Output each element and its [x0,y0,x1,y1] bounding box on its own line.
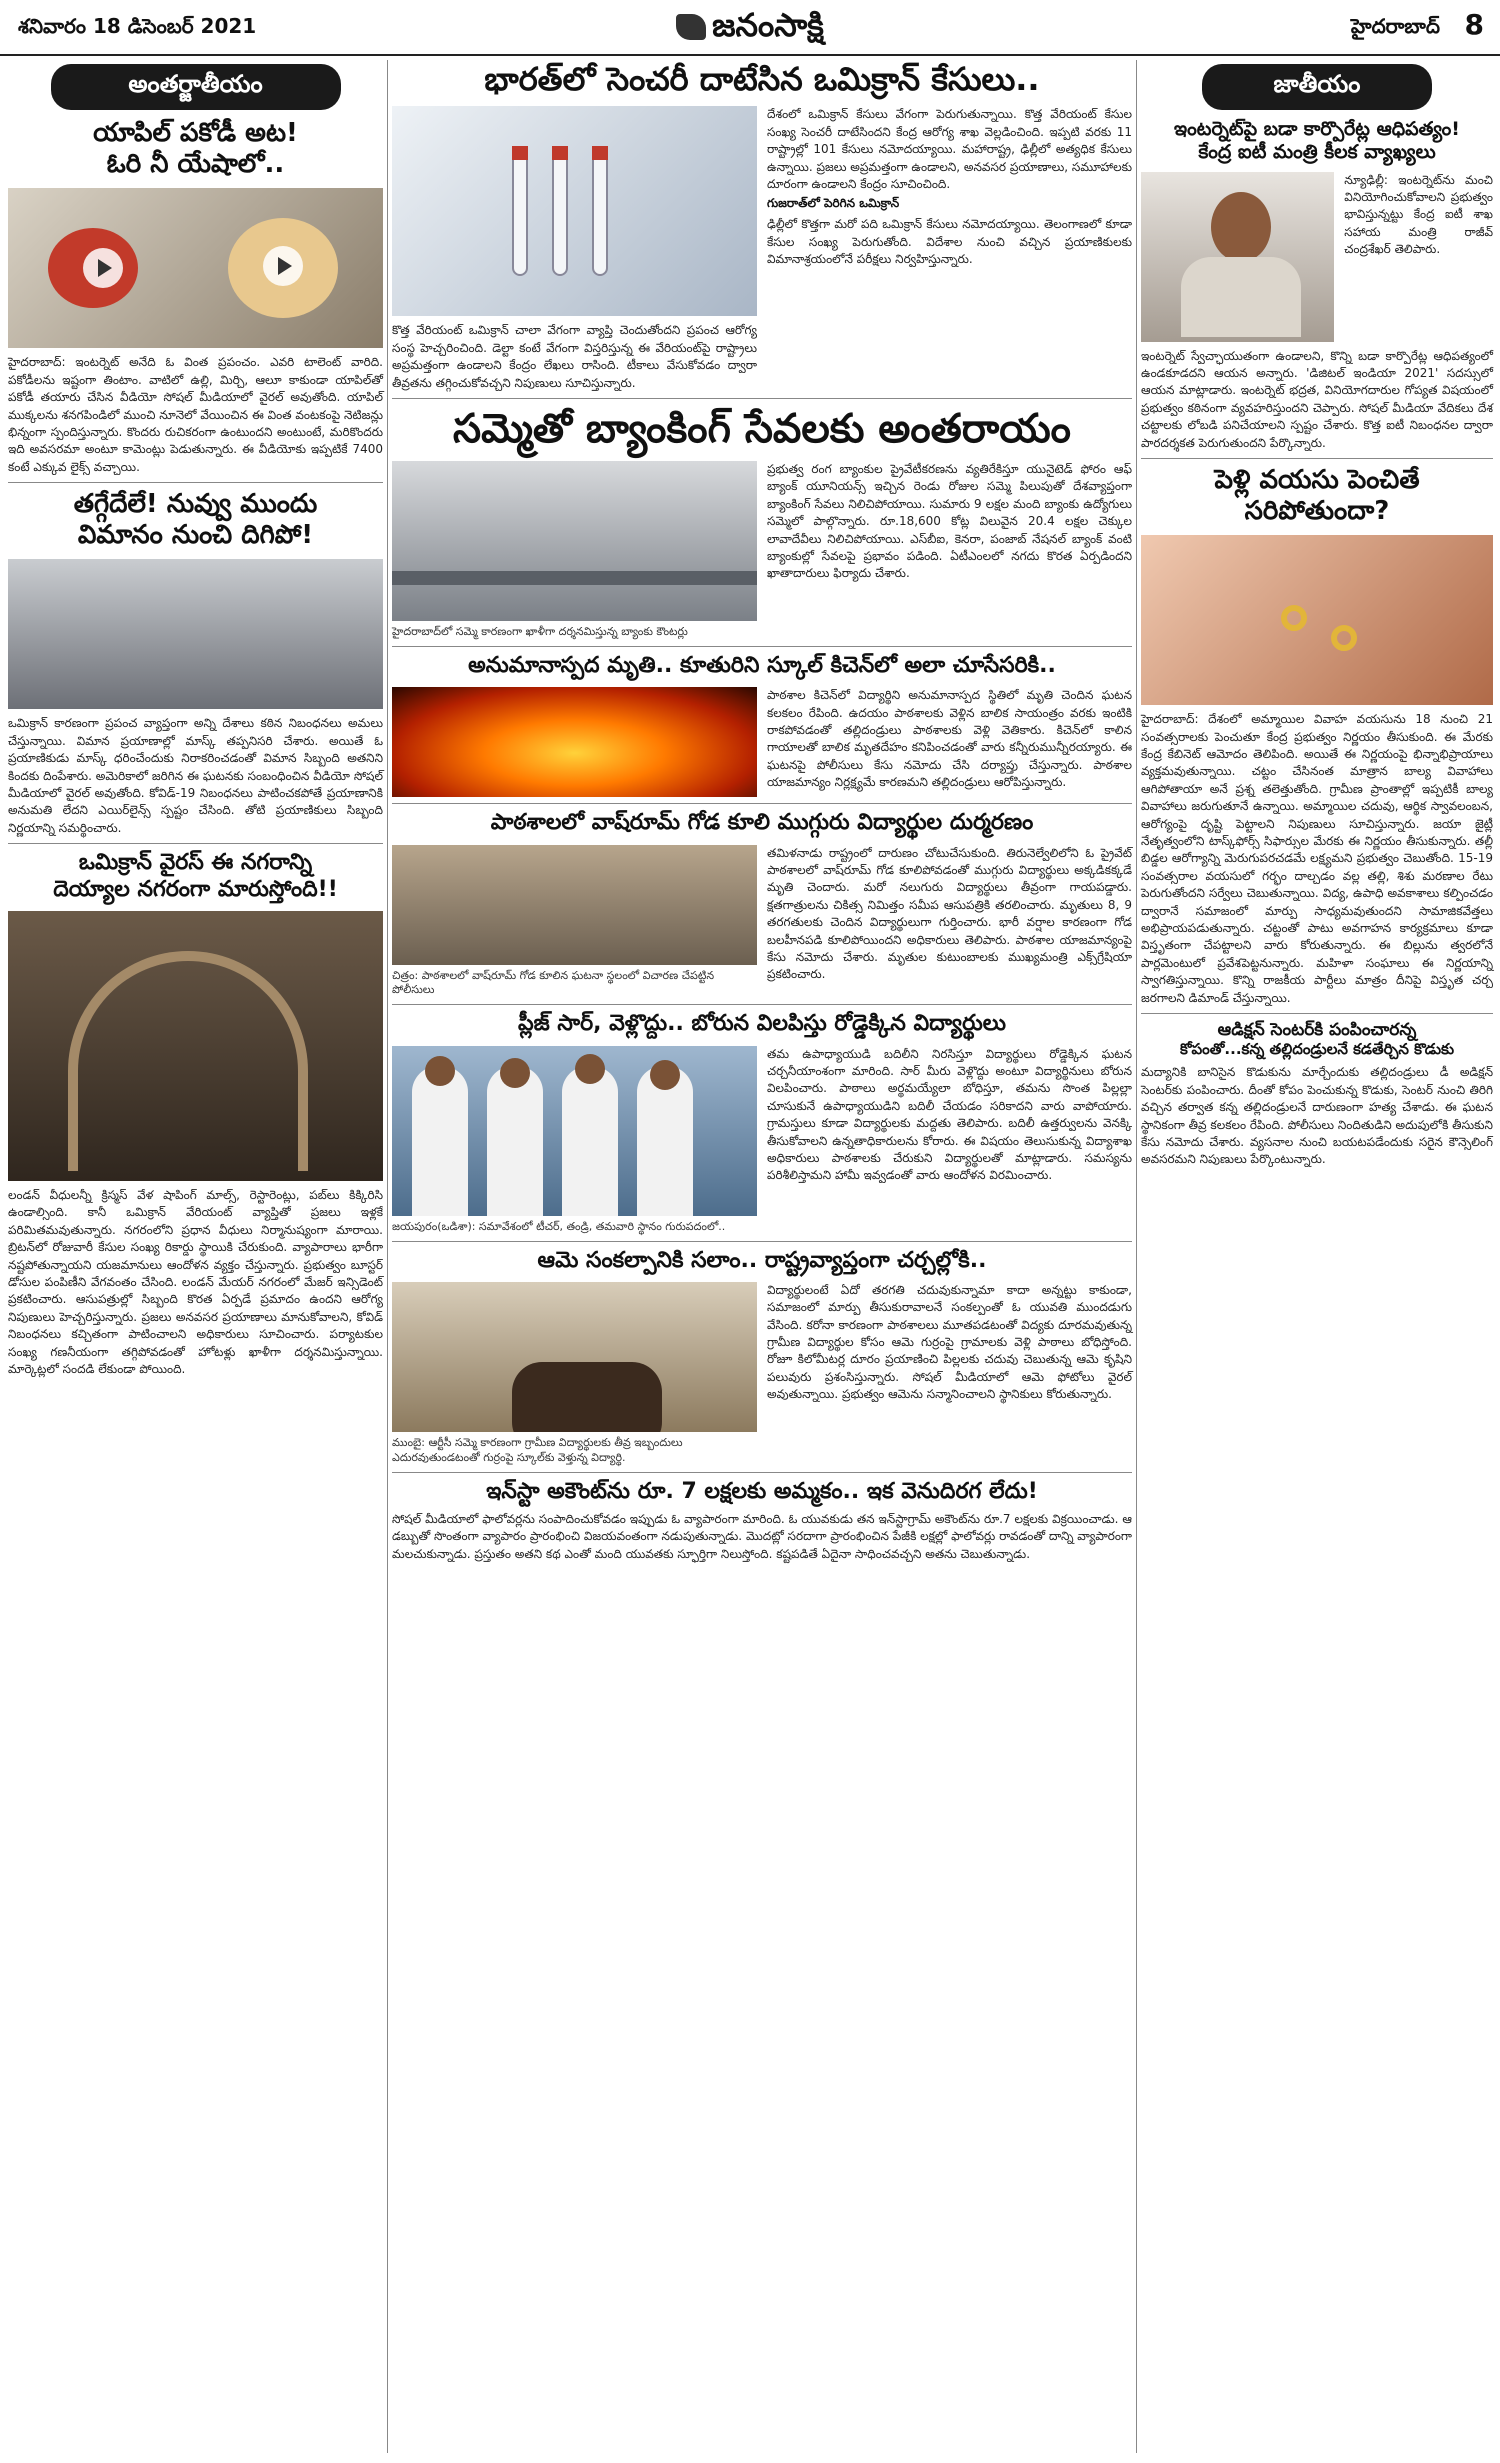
internet-headline-2: కేంద్ర ఐటీ మంత్రి కీలక వ్యాఖ్యలు [1198,140,1436,163]
son-crime-article [1141,1020,1493,1169]
national-column [1141,60,1493,2463]
omicron-subhead: గుజరాత్‌లో పెరిగిన ఒమిక్రాన్ [767,196,900,211]
marriage-body: హైదరాబాద్: దేశంలో అమ్మాయిల వివాహ వయసును 18 నుంచి 21 సంవత్సరాలకు పెంచుతూ కేంద్ర ప్రభుత్వం నిర్ణయం తీసుకుంది. ఈ మేరకు కేంద్ర కేబినెట్ ఆమోదం తెలిపింది. అయితే ఈ నిర్ణయంపై భిన్నాభిప్రాయాలు వ్యక్తమవుతున్నాయి. చట్టం చేసినంత మాత్రాన బాల్య వివాహాలు ఆగిపోతాయా అనే ప్రశ్న తలెత్తుతోంది. గ్రామీణ ప్రాంతాల్లో ఇప్పటికీ బాల్య వివాహాలు జరుగుతూనే ఉన్నాయి. అమ్మాయిల చదువు, ఆర్థిక స్వావలంబన, ఆరోగ్యంపై దృష్టి పెట్టాలని నిపుణులు సూచిస్తున్నారు. జయా జైట్లీ నేతృత్వంలోని టాస్క్‌ఫోర్స్ సిఫార్సుల మేరకు ఈ నిర్ణయం తీసుకున్నారు. తల్లీ బిడ్డల ఆరోగ్యాన్ని మెరుగుపరచడమే లక్ష్యమని ప్రభుత్వం చెబుతోంది. 15-19 సంవత్సరాల వయసులో గర్భం దాల్చడం వల్ల తల్లి, శిశు మరణాల రేటు పెరుగుతోందని సర్వేలు చెబుతున్నాయి. విద్య, ఉపాధి అవకాశాలు కల్పించడం ద్వారానే సమాజంలో మార్పు సాధ్యమవుతుందని సామాజికవేత్తలు అభిప్రాయపడుతున్నారు. చట్టంతో పాటు అవగాహన కార్యక్రమాలు కూడా విస్తృతంగా చేపట్టాలని వారు కోరుతున్నారు. ఈ బిల్లును త్వరలోనే పార్లమెంటులో ప్రవేశపెట్టనున్నారు. మహిళా సంఘాలు ఈ నిర్ణయాన్ని స్వాగతిస్తున్నాయి. కొన్ని రాజకీయ పార్టీలు మాత్రం దీనిపై విస్తృత చర్చ జరగాలని డిమాండ్ చేస్తున్నాయి. [1141,712,1493,1005]
fire-body: పాఠశాల కిచెన్‌లో విద్యార్థిని అనుమానాస్పద స్థితిలో మృతి చెందిన ఘటన కలకలం రేపింది. ఉదయం పాఠశాలకు వెళ్లిన బాలిక సాయంత్రం వరకు ఇంటికి రాకపోవడంతో తల్లిదండ్రులు పాఠశాలకు వెళ్లి వెతికారు. కిచెన్‌లో కాలిన గాయాలతో బాలిక మృతదేహం కనిపించడంతో వారు కన్నీరుమున్నీరయ్యారు. ఈ ఘటనపై పోలీసులు కేసు నమోదు చేసి దర్యాప్తు చేస్తున్నారు. పాఠశాల యాజమాన్యం నిర్లక్ష్యమే కారణమని తల్లిదండ్రులు ఆరోపిస్తున్నారు. [767,688,1132,790]
bank-headline: సమ్మెతో బ్యాంకింగ్ సేవలకు అంతరాయం [453,405,1071,452]
horse-teacher-article [392,1248,1132,1466]
main-news-column [392,60,1132,2463]
internet-headline-1: ఇంటర్నెట్‌పై బడా కార్పొరేట్ల ఆధిపత్యం! [1174,118,1460,140]
son-headline-2: కోపంతో...కన్న తల్లిదండ్రులనే కడతేర్చిన కొడుకు [1179,1040,1455,1059]
wall-collapse-article [392,810,1132,998]
bank-counter-photo [392,461,757,621]
wall-caption: చిత్రం: పాఠశాలలో వాష్‌రూమ్ గోడ కూలిన ఘటనా స్థలంలో విచారణ చేపట్టిన పోలీసులు [392,968,715,997]
fire-headline: అనుమానాస్పద మృతి.. కూతురిని స్కూల్ కిచెన్‌లో అలా చూసేసరికి.. [468,652,1056,678]
column-divider [1136,60,1137,2453]
wall-headline: పాఠశాలలో వాష్‌రూమ్ గోడ కూలి ముగ్గురు విద్యార్థుల దుర్మరణం [490,810,1034,836]
horse-rider-photo [392,1282,757,1432]
london-headline-1: ఒమిక్రాన్ వైరస్ ఈ నగరాన్ని [78,850,313,876]
issue-date: శనివారం 18 డిసెంబర్ 2021 [18,14,257,38]
internet-side-body: న్యూఢిల్లీ: ఇంటర్నెట్‌ను మంచి వినియోగించుకోవాలని ప్రభుత్వం భావిస్తున్నట్టు కేంద్ర ఐటీ శాఖ సహాయ మంత్రి రాజీవ్ చంద్రశేఖర్ తెలిపారు. [1344,172,1493,257]
omicron-headline: భారత్‌లో సెంచరీ దాటేసిన ఒమిక్రాన్ కేసులు.. [484,60,1040,98]
section-tag-national: జాతీయం [1202,64,1432,110]
apple-headline-2: ఓరి నీ యేషాలో.. [106,149,285,180]
omicron-sub-body: ఢిల్లీలో కొత్తగా మరో పది ఒమిక్రాన్ కేసులు నమోదయ్యాయి. తెలంగాణలో కూడా కేసుల సంఖ్య పెరుగుతోంది. విదేశాల నుంచి వచ్చిన ప్రయాణికులకు విమానాశ్రయంలోనే పరీక్షలు నిర్వహిస్తున్నారు. [767,217,1132,267]
bank-caption: హైదరాబాద్‌లో సమ్మె కారణంగా ఖాళీగా దర్శనమిస్తున్న బ్యాంకు కౌంటర్లు [392,624,688,638]
logo-icon [676,14,706,40]
london-body: లండన్ వీధులన్నీ క్రిస్మస్ వేళ షాపింగ్ మాల్స్, రెస్టారెంట్లు, పబ్‌లు కిక్కిరిసి ఉండాల్సింది. కానీ ఒమిక్రాన్ వేరియంట్ వ్యాప్తితో ప్రజలు ఇళ్లకే పరిమితమవుతున్నారు. నగరంలోని ప్రధాన వీధులు నిర్మానుష్యంగా మారాయి. బ్రిటన్‌లో రోజువారీ కేసుల సంఖ్య రికార్డు స్థాయికి చేరుకుంది. వ్యాపారాలు భారీగా నష్టపోతున్నాయని యజమానులు ఆందోళన వ్యక్తం చేస్తున్నారు. ప్రభుత్వం బూస్టర్ డోసుల పంపిణీని వేగవంతం చేసింది. లండన్ మేయర్ నగరంలో మేజర్ ఇన్సిడెంట్ ప్రకటించారు. ఆసుపత్రుల్లో సిబ్బంది కొరత ఏర్పడే ప్రమాదం ఉందని ఆరోగ్య నిపుణులు హెచ్చరిస్తున్నారు. ప్రజలు అనవసర ప్రయాణాలు మానుకోవాలని, కోవిడ్ నిబంధనలు కచ్చితంగా పాటించాలని అధికారులు సూచించారు. పర్యాటకుల సంఖ్య గణనీయంగా తగ్గిపోవడంతో హోటళ్లు ఖాళీగా దర్శనమిస్తున్నాయి. మార్కెట్లలో సందడి లేకుండా పోయింది. [8,1188,383,1376]
insta-headline: ఇన్‌స్టా అకౌంట్‌ను రూ. 7 లక్షలకు అమ్మకం.. ఇక వెనుదిరగ లేదు! [486,1478,1038,1504]
students-protest-article [392,1011,1132,1234]
girls-caption: జయపురం(ఒడిశా): సమావేశంలో టీచర్, తండ్రి, తమవారి స్థానం గురుపదంలో.. [392,1219,726,1233]
fire-photo [392,687,757,797]
insta-article [392,1479,1132,1564]
crying-students-photo [392,1046,757,1216]
girls-headline: ప్లీజ్ సార్, వెళ్లొద్దు.. బోరున విలపిస్తు రోడ్డెక్కిన విద్యార్థులు [518,1011,1006,1037]
school-fire-article [392,653,1132,797]
girls-body: తమ ఉపాధ్యాయుడి బదిలీని నిరసిస్తూ విద్యార్థులు రోడ్డెక్కిన ఘటన చర్చనీయాంశంగా మారింది. సార్ మీరు వెళ్లొద్దు అంటూ విద్యార్థినులు బోరున విలపించారు. పాఠాలు అర్థమయ్యేలా బోధిస్తూ, తమను సొంత పిల్లల్లా చూసుకునే ఉపాధ్యాయుడిని బదిలీ చేయడం సరికాదని వారు వాపోయారు. గ్రామస్తులు కూడా విద్యార్థులకు మద్దతు తెలిపారు. బదిలీ ఉత్తర్వులను వెనక్కి తీసుకోవాలని ఉన్నతాధికారులను కోరారు. ఈ విషయం తెలుసుకున్న విద్యాశాఖ అధికారులు పాఠశాలకు చేరుకుని విద్యార్థులతో మాట్లాడారు. సమస్యను పరిశీలిస్తామని హామీ ఇవ్వడంతో వారు ఆందోళన విరమించారు. [767,1046,1132,1183]
horse-body: విద్యార్థులంటే ఏదో తరగతి చదువుకున్నామా కాదా అన్నట్టు కాకుండా, సమాజంలో మార్పు తీసుకురావాలనే సంకల్పంతో ఓ యువతి ముందడుగు వేసింది. కరోనా కారణంగా పాఠశాలలు మూతపడటంతో విద్యకు దూరమవుతున్న గ్రామీణ విద్యార్థుల కోసం ఆమె గుర్రంపై గ్రామాలకు వెళ్లి పాఠాలు బోధిస్తోంది. రోజూ కిలోమీటర్ల దూరం ప్రయాణించి పిల్లలకు చదువు చెబుతున్న ఆమె కృషిని పలువురు ప్రశంసిస్తున్నారు. సోషల్ మీడియాలో ఆమె ఫోటోలు వైరల్ అవుతున్నాయి. ప్రభుత్వం ఆమెను సన్మానించాలని స్థానికులు కోరుతున్నారు. [767,1282,1132,1402]
plane-article [8,489,383,837]
marriage-headline-2: సరిపోతుందా? [1244,496,1390,527]
london-headline-2: దెయ్యాల నగరంగా మారుస్తోంది!! [53,876,338,902]
wall-body: తమిళనాడు రాష్ట్రంలో దారుణం చోటుచేసుకుంది. తిరునెల్వేలిలోని ఓ ప్రైవేట్ పాఠశాలలో వాష్‌రూమ్ గోడ కూలిపోవడంతో ముగ్గురు విద్యార్థులు అక్కడికక్కడే మృతి చెందారు. మరో నలుగురు విద్యార్థులు తీవ్రంగా గాయపడ్డారు. క్షతగాత్రులను చికిత్స నిమిత్తం సమీప ఆసుపత్రికి తరలించారు. మృతులు 8, 9 తరగతులకు చెందిన విద్యార్థులుగా గుర్తించారు. భారీ వర్షాల కారణంగా గోడ బలహీనపడి కూలిపోయిందని అధికారులు తెలిపారు. పాఠశాల యాజమాన్యంపై కేసు నమోదు చేశారు. మృతుల కుటుంబాలకు ముఖ్యమంత్రి ఎక్స్‌గ్రేషియా ప్రకటించారు. [767,845,1132,982]
newspaper-logo [600,6,900,52]
london-street-photo [8,911,383,1181]
international-column [8,60,383,2463]
internet-body: ఇంటర్నెట్ స్వేచ్ఛాయుతంగా ఉండాలని, కొన్ని బడా కార్పొరేట్ల ఆధిపత్యంలో ఉండకూడదని ఆయన అన్నారు. 'డిజిటల్ ఇండియా 2021' సదస్సులో ఆయన మాట్లాడారు. ఇంటర్నెట్ భద్రత, వినియోగదారుల గోప్యత విషయంలో ప్రభుత్వం కఠినంగా వ్యవహరిస్తుందని చెప్పారు. సోషల్ మీడియా వేదికలు దేశ చట్టాలకు లోబడి పనిచేయాలని స్పష్టం చేశారు. కొత్త ఐటీ నిబంధనల ద్వారా పారదర్శకత పెరుగుతుందని పేర్కొన్నారు. [1141,348,1493,450]
section-tag-international: అంతర్జాతీయం [51,64,341,110]
masthead [0,0,1500,56]
newspaper-name: జనంసాక్షి [712,6,824,44]
bank-strike-article [392,405,1132,640]
horse-caption: ముంబై: ఆర్టీసీ సమ్మె కారణంగా గ్రామీణ విద్యార్థులకు తీవ్ర ఇబ్బందులు ఎదురవుతుండటంతో గుర్రంపై స్కూల్‌కు వెళ్తున్న విద్యార్థి. [392,1435,683,1464]
bank-body: ప్రభుత్వ రంగ బ్యాంకుల ప్రైవేటీకరణను వ్యతిరేకిస్తూ యునైటెడ్ ఫోరం ఆఫ్ బ్యాంక్ యూనియన్స్ ఇచ్చిన రెండు రోజుల సమ్మె పిలుపుతో దేశవ్యాప్తంగా బ్యాంకింగ్ సేవలు నిలిచిపోయాయి. సుమారు 9 లక్షల మంది బ్యాంకు ఉద్యోగులు సమ్మెలో పాల్గొన్నారు. రూ.18,600 కోట్ల విలువైన 20.4 లక్షల చెక్కుల లావాదేవీలు నిలిచిపోయాయి. ఎస్‌బీఐ, కెనరా, పంజాబ్ నేషనల్ బ్యాంక్ వంటి బ్యాంకుల్లో సేవలపై ప్రభావం పడింది. ఏటీఎంలలో నగదు కొరత ఏర్పడిందని ఖాతాదారులు ఫిర్యాదు చేశారు. [767,461,1132,581]
lab-test-photo [392,106,757,316]
insta-body: సోషల్ మీడియాలో ఫాలోవర్లను సంపాదించుకోవడం ఇప్పుడు ఓ వ్యాపారంగా మారింది. ఓ యువకుడు తన ఇన్‌స్టాగ్రామ్ అకౌంట్‌ను రూ.7 లక్షలకు విక్రయించాడు. ఆ డబ్బుతో సొంతంగా వ్యాపారం ప్రారంభించి విజయవంతంగా నడుపుతున్నాడు. మొదట్లో సరదాగా ప్రారంభించిన పేజీకి లక్షల్లో ఫాలోవర్లు రావడంతో దాన్ని వ్యాపారంగా మలచుకున్నాడు. ప్రస్తుతం అతని కథ ఎంతో మంది యువతకు స్ఫూర్తిగా నిలుస్తోంది. కష్టపడితే ఏదైనా సాధించవచ్చని అతను చెబుతున్నాడు. [392,1511,1132,1561]
london-article [8,850,383,1378]
horse-headline: ఆమె సంకల్పానికి సలాం.. రాష్ట్రవ్యాప్తంగా చర్చల్లోకి.. [537,1247,987,1273]
minister-photo [1141,172,1334,342]
internet-article [1141,118,1493,452]
apple-pakoda-article [8,118,383,476]
omicron-body-bottom: కొత్త వేరియంట్ ఒమిక్రాన్ చాలా వేగంగా వ్యాప్తి చెందుతోందని ప్రపంచ ఆరోగ్య సంస్థ హెచ్చరించింది. డెల్టా కంటే వేగంగా విస్తరిస్తున్న ఈ వేరియంట్‌పై రాష్ట్రాలు అప్రమత్తంగా ఉండాలని కేంద్రం లేఖలు రాసింది. టీకాలు వేసుకోవడం ద్వారా తీవ్రతను తగ్గించుకోవచ్చని నిపుణులు సూచిస్తున్నారు. [392,323,757,390]
plane-body: ఒమిక్రాన్ కారణంగా ప్రపంచ వ్యాప్తంగా అన్ని దేశాలు కఠిన నిబంధనలు అమలు చేస్తున్నాయి. విమాన ప్రయాణాల్లో మాస్క్ తప్పనిసరి చేశారు. అయితే ఓ ప్రయాణికుడు మాస్క్ ధరించేందుకు నిరాకరించడంతో విమాన సిబ్బంది అతనిని కిందకు దింపేశారు. అమెరికాలో జరిగిన ఈ ఘటనకు సంబంధించిన వీడియో సోషల్ మీడియాలో వైరల్ అవుతోంది. కోవిడ్-19 నిబంధనలు పాటించకపోతే ప్రయాణానికి అనుమతి లేదని ఎయిర్‌లైన్స్ స్పష్టం చేసింది. తోటి ప్రయాణికులు సిబ్బంది నిర్ణయాన్ని సమర్థించారు. [8,716,383,835]
wedding-hands-photo [1141,535,1493,705]
apple-pakoda-photo [8,188,383,348]
son-body: మద్యానికి బానిసైన కొడుకును మార్చేందుకు తల్లిదండ్రులు డీ అడిక్షన్ సెంటర్‌కు పంపించారు. దీంతో కోపం పెంచుకున్న కొడుకు, సెంటర్ నుంచి తిరిగి వచ్చిన తర్వాత కన్న తల్లిదండ్రులనే దారుణంగా హత్య చేశాడు. ఈ ఘటన స్థానికంగా తీవ్ర కలకలం రేపింది. పోలీసులు నిందితుడిని అదుపులోకి తీసుకుని కేసు నమోదు చేశారు. వ్యసనాల నుంచి బయటపడేందుకు సరైన కౌన్సెలింగ్ అవసరమని నిపుణులు పేర్కొంటున్నారు. [1141,1065,1493,1167]
plane-headline-2: విమానం నుంచి దిగిపో! [77,520,314,551]
plane-headline-1: తగ్గేదేలే! నువ్వు ముందు [73,489,318,520]
son-headline-1: ఆడిక్షన్ సెంటర్‌కి పంపించారన్న [1217,1019,1417,1040]
collapsed-wall-photo [392,845,757,965]
marriage-headline-1: పెళ్లి వయసు పెంచితే [1214,464,1420,495]
omicron-body: దేశంలో ఒమిక్రాన్ కేసులు వేగంగా పెరుగుతున్నాయి. కొత్త వేరియంట్ కేసుల సంఖ్య సెంచరీ దాటేసిందని కేంద్ర ఆరోగ్య శాఖ వెల్లడించింది. ఇప్పటి వరకు 11 రాష్ట్రాల్లో 101 కేసులు నమోదయ్యాయి. మహారాష్ట్ర, ఢిల్లీలో అత్యధిక కేసులు ఉన్నాయి. ప్రజలు అప్రమత్తంగా ఉండాలని, అనవసర ప్రయాణాలు, సమూహాలకు దూరంగా ఉండాలని కేంద్రం సూచించింది. [767,107,1132,191]
apple-headline-1: యాపిల్ పకోడీ అట! [93,118,298,148]
marriage-age-article [1141,465,1493,1007]
omicron-article [392,60,1132,392]
plane-photo [8,559,383,709]
apple-body: హైదరాబాద్: ఇంటర్నెట్ అనేది ఓ వింత ప్రపంచం. ఎవరి టాలెంట్ వారిది. పకోడీలను ఇష్టంగా తింటాం. వాటిలో ఉల్లి, మిర్చి, ఆలూ కాకుండా యాపిల్‌తో పకోడీ తయారు చేసిన వీడియో సోషల్ మీడియాలో వైరల్ అవుతోంది. యాపిల్ ముక్కలను శనగపిండిలో ముంచి నూనెలో వేయించిన ఈ వింత వంటకంపై నెటిజన్లు భిన్నంగా స్పందిస్తున్నారు. కొందరు రుచికరంగా ఉంటుందని అంటుంటే, మరికొందరు ఇది అవసరమా అంటూ కామెంట్లు పెడుతున్నారు. ఈ వీడియోకు ఇప్పటికే 7400 కంటే ఎక్కువ లైక్స్ వచ్చాయి. [8,355,383,474]
edition-city: హైదరాబాద్ [1350,14,1440,38]
column-divider [387,60,388,2453]
page-number: 8 [1464,8,1484,41]
